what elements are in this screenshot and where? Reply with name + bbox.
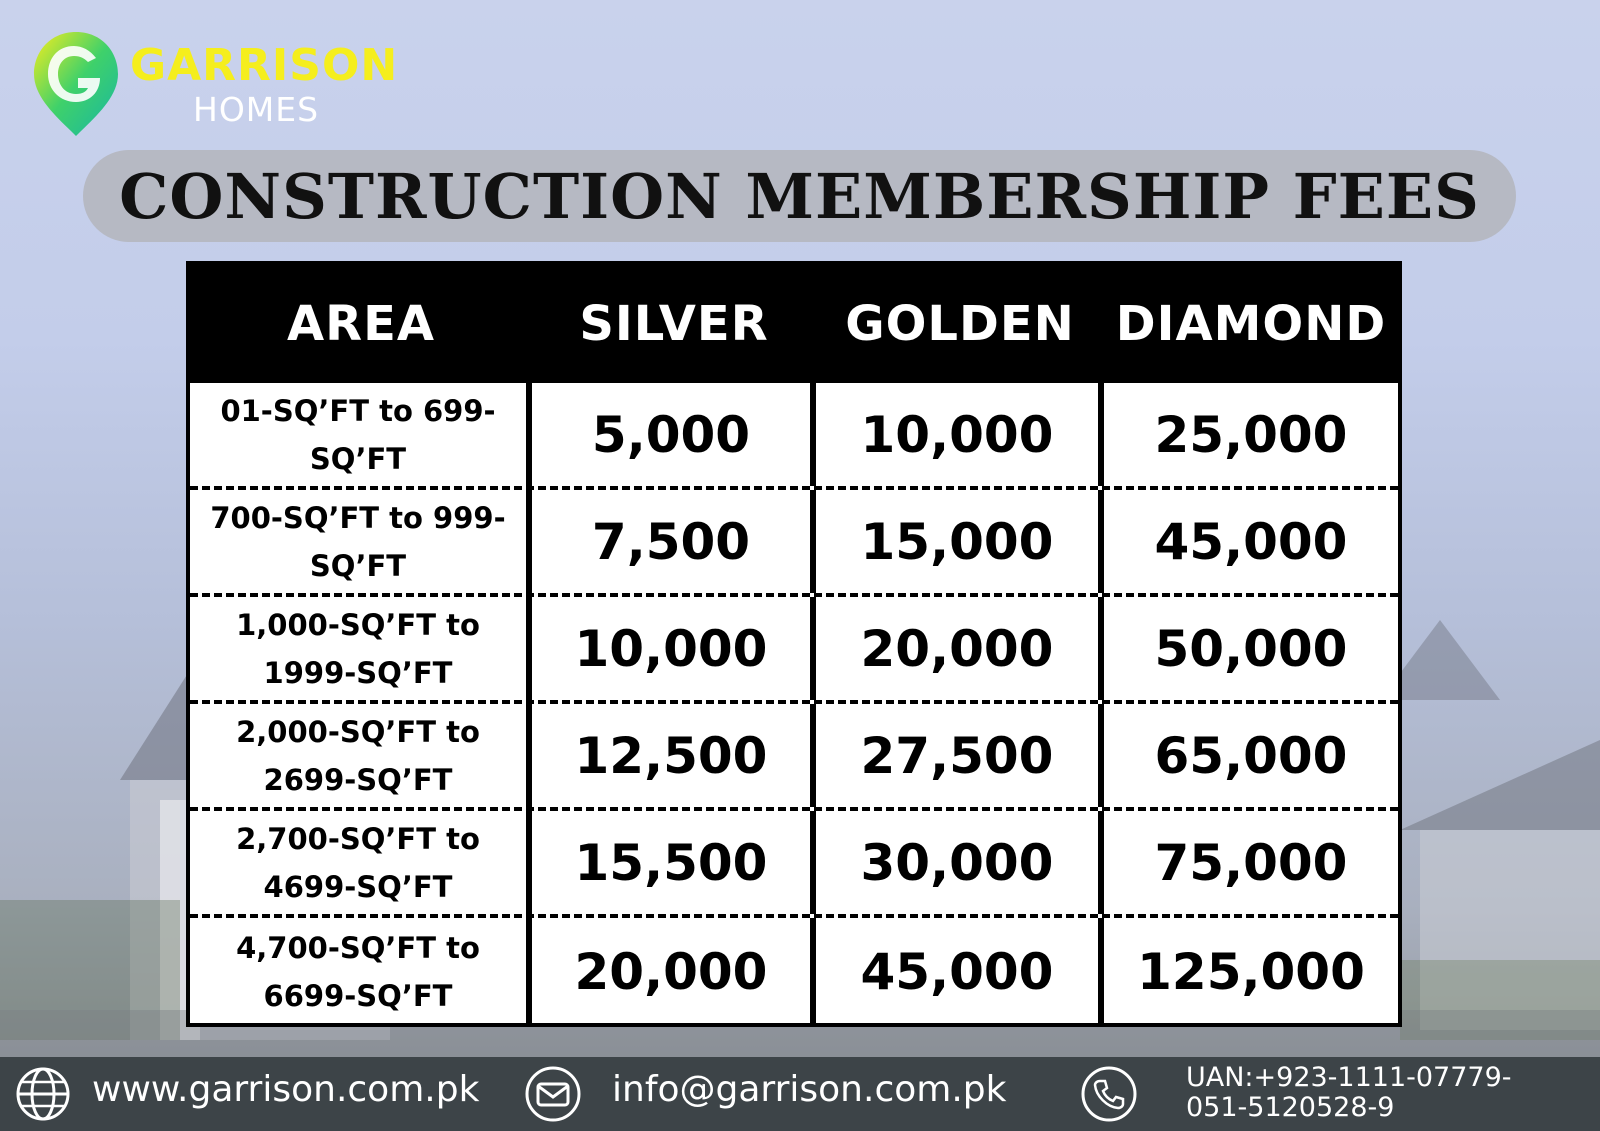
email-link[interactable]: info@garrison.com.pk (612, 1069, 1007, 1110)
brand-logo (30, 28, 430, 138)
golden-cell: 27,500 (816, 704, 1104, 807)
silver-cell: 5,000 (532, 383, 816, 486)
golden-cell: 20,000 (816, 597, 1104, 700)
table-row (190, 383, 1398, 490)
table-header (190, 265, 1398, 383)
silver-cell: 10,000 (532, 597, 816, 700)
uan-line-2: 051-5120528-9 (1186, 1092, 1395, 1123)
globe-icon (14, 1065, 72, 1123)
area-cell: 2,700-SQ’FT to 4699-SQ’FT (190, 811, 532, 914)
table-row (190, 490, 1398, 597)
diamond-cell: 50,000 (1154, 619, 1348, 678)
uan-line-1: UAN:+923-1111-07779- (1186, 1062, 1512, 1093)
header-silver: SILVER (579, 296, 769, 352)
header-diamond: DIAMOND (1115, 296, 1387, 352)
map-pin-g-icon (30, 28, 122, 140)
title-banner (83, 150, 1516, 242)
header-golden: GOLDEN (845, 296, 1075, 352)
contact-footer (0, 1057, 1600, 1131)
golden-cell: 45,000 (816, 918, 1104, 1025)
brand-tagline: HOMES (193, 90, 320, 129)
silver-cell: 7,500 (532, 490, 816, 593)
diamond-cell: 45,000 (1154, 512, 1348, 571)
table-row (190, 597, 1398, 704)
golden-cell: 10,000 (816, 383, 1104, 486)
diamond-cell: 75,000 (1154, 833, 1348, 892)
area-cell: 01-SQ’FT to 699-SQ’FT (190, 383, 532, 486)
diamond-cell: 125,000 (1137, 942, 1365, 1001)
table-row (190, 918, 1398, 1025)
brand-name: GARRISON (130, 40, 399, 91)
website-link[interactable]: www.garrison.com.pk (92, 1069, 480, 1110)
header-area: AREA (286, 296, 436, 352)
area-cell: 4,700-SQ’FT to 6699-SQ’FT (190, 918, 532, 1025)
silver-cell: 15,500 (532, 811, 816, 914)
fees-table (186, 261, 1402, 1027)
area-cell: 2,000-SQ’FT to 2699-SQ’FT (190, 704, 532, 807)
golden-cell: 30,000 (816, 811, 1104, 914)
uan-numbers (1186, 1063, 1512, 1123)
table-row (190, 811, 1398, 918)
page-title: CONSTRUCTION MEMBERSHIP FEES (119, 159, 1480, 233)
area-cell: 700-SQ’FT to 999-SQ’FT (190, 490, 532, 593)
diamond-cell: 25,000 (1154, 405, 1348, 464)
silver-cell: 12,500 (532, 704, 816, 807)
area-cell: 1,000-SQ’FT to 1999-SQ’FT (190, 597, 532, 700)
golden-cell: 15,000 (816, 490, 1104, 593)
silver-cell: 20,000 (532, 918, 816, 1025)
table-row (190, 704, 1398, 811)
diamond-cell: 65,000 (1154, 726, 1348, 785)
mail-icon (524, 1065, 582, 1123)
phone-icon (1080, 1065, 1138, 1123)
